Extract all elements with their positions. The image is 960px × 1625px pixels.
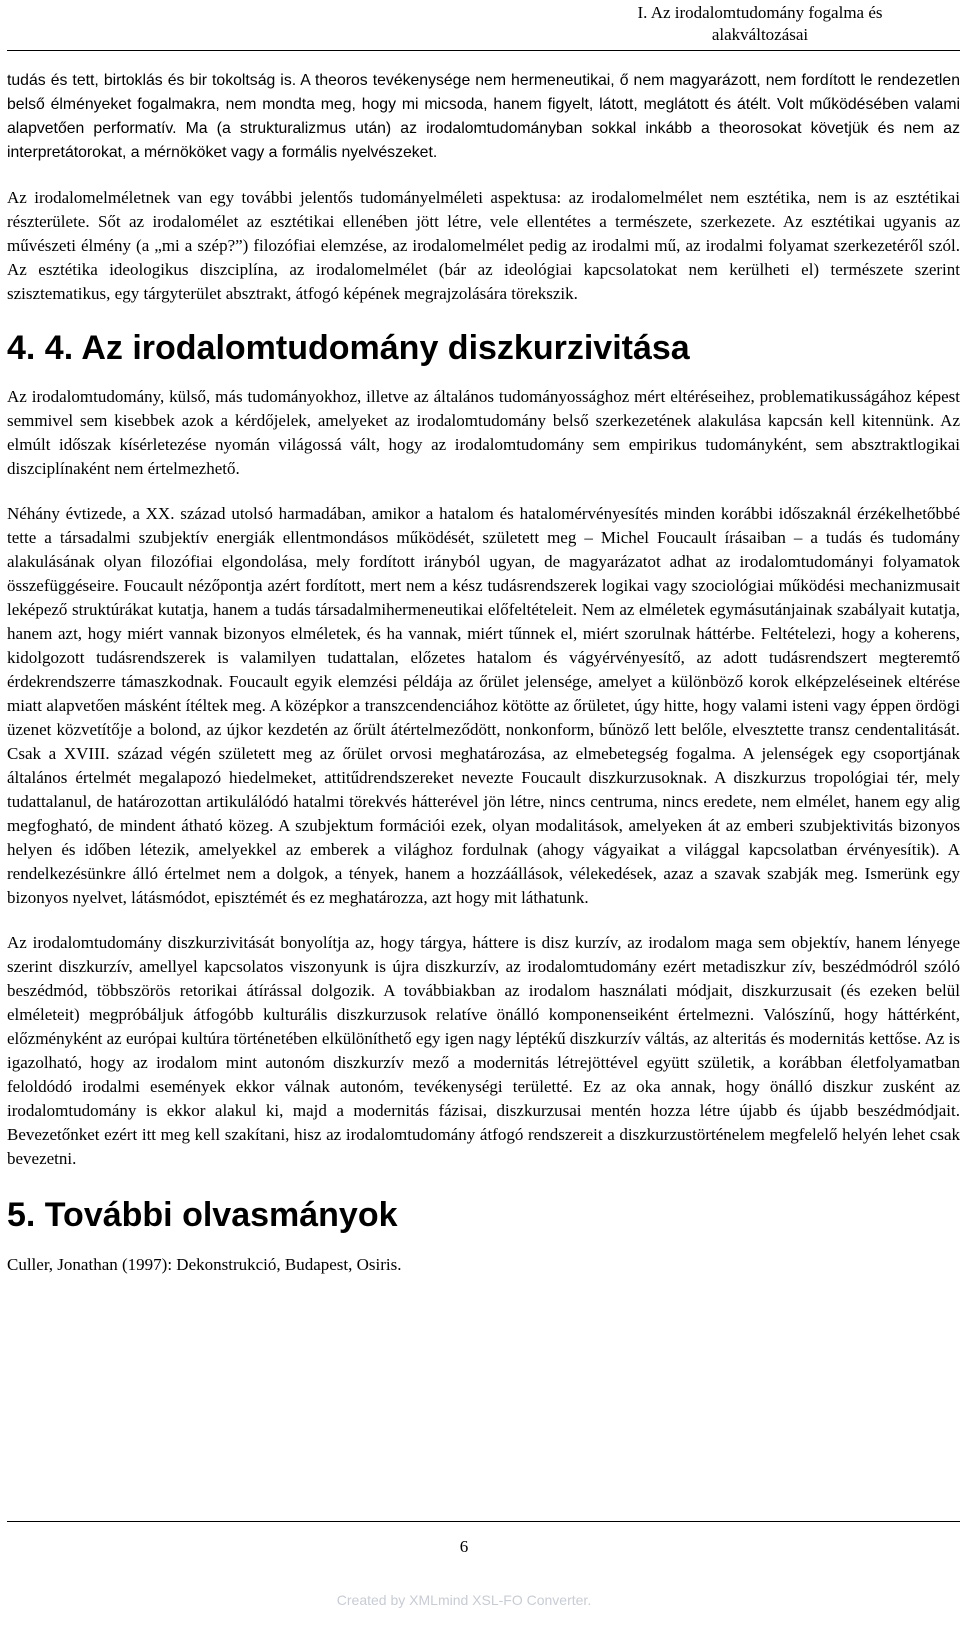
paragraph-metadiscourse: Az irodalomtudomány diszkurzivitását bonyolítja az, hogy tárgya, háttere is disz kurzív, az irodalom maga sem objektív, hanem lényege szerint diszkurzív, amellyel kapcsolatos viszonyunk is újra diszkurzív, az irodalomtudomány ezért metadiszkur zív, beszédmódról szóló beszédmód, többszörös retorikai átírással dolgozik. A továbbiakban az irodalom használati módjait, diszkurzusait (és ezeken belül elméleteit) megpróbáljuk átfogóbb kulturális diszkurzusok relatíve önálló komponenseiként értelmezni. Valószínű, hogy háttérként, előzményként az európai kultúra történetében elkülöníthető egy igen nagy léptékű diszkurzív váltás, az alteritás és modernitás kettőse. Az is igazolható, hogy az irodalom mint autonóm diszkurzív mező a modernitás létrejöttével együtt születik, a korábban életfolyamatban feloldódó irodalmi események ekkor válnak autonóm, tevékenységi területté. Ez az oka annak, hogy önálló diszkur zusként az irodalomtudomány is ekkor alakul ki, majd a modernitás fázisai, diszkurzusai mentén hozza létre újabb és újabb beszédmódjait. Bevezetőnket ezért itt meg kell szakítani, hisz az irodalomtudomány átfogó rendszereit a diszkurzustörténelem megfelelő helyén lehet csak bevezetni. xyxy=(7,933,960,1168)
paragraph-aesthetics: Az irodalomelméletnek van egy további jelentős tudományelméleti aspektusa: az irodalomelmélet nem esztétika, nem is az esztétikai részterülete. Sőt az irodalomélet az esztétikai ellenében jött létre, vele ellentétes a természete, szerkezete. Az esztétikai ugyanis az művészeti élmény (a „mi a szép?”) filozófiai elemzése, az irodalomelmélet pedig az irodalmi mű, az irodalmi folyamat szerkezetéről szól. Az esztétika ideologikus diszciplína, az irodalomelmélet (bár az ideológiai kapcsolatokat nem kerülheti el) természete szerint szisztematikus, egy tárgyterület absztrakt, átfogó képének megrajzolására törekszik. xyxy=(7,188,960,303)
header-divider xyxy=(7,50,960,51)
generator-note: Created by XMLmind XSL-FO Converter. xyxy=(336,1592,592,1608)
section-heading-4-4: 4. 4. Az irodalomtudomány diszkurzivitása xyxy=(7,329,690,367)
page-content xyxy=(7,69,960,1277)
chapter-title-line2: alakváltozásai xyxy=(711,25,809,44)
running-header xyxy=(560,2,960,46)
page-number: 6 xyxy=(459,1537,469,1556)
paragraph-discursivity-intro: Az irodalomtudomány, külső, más tudományokhoz, illetve az általános tudományossághoz mért eltéréseihez, problematikusságához képest semmivel sem kisebbek azok a kérdőjelek, amelyeket az irodalomtudomány belső szerkezetének alakulása kapcsán kell kitennünk. Az elmúlt időszak kísérletezése nyomán világossá vált, hogy az irodalomtudomány sem empirikus tudományként, sem absztraktlogikai diszciplínaként nem értelmezhető. xyxy=(7,387,960,478)
paragraph-theoros: tudás és tett, birtoklás és bir tokoltság is. A theoros tevékenysége nem hermeneutikai, ő nem magyarázott, nem fordított le rendezetlen belső élményeket fogalmakra, nem mondta meg, hogy mi micsoda, hanem figyelt, látott, meglátott és átélt. Volt működésében valami alapvetően performatív. Ma (a strukturalizmus után) az irodalomtudományban sokkal inkább a theorosokat követjük és nem az interpretátorokat, a mérnököket vagy a formális nyelvészeket. xyxy=(7,72,960,161)
reference-entry: Culler, Jonathan (1997): Dekonstrukció, Budapest, Osiris. xyxy=(7,1255,402,1274)
paragraph-foucault: Néhány évtizede, a XX. század utolsó harmadában, amikor a hatalom és hatalomérvényesítés minden korábbi időszaknál érzékelhetőbbé tette a társadalmi szubjektív energiák ellentmondásos működését, született meg – Michel Foucault írásaiban – a tudás és tudomány alakulásának olyan filozófiai elgondolása, mely fordított irányból ugyan, de magyarázatot adhat az irodalomtudományi folyamatok összefüggéseire. Foucault nézőpontja azért fordított, mert nem a kész tudásrendszerek logikai vagy szociológiai működési mechanizmusait leképező struktúrákat kutatja, hanem a tudás társadalmihermeneutikai előfeltételeit. Nem az elméletek egymásutánjainak szabályait kutatja, hanem azt, hogy miért vannak bizonyos elméletek, és ha vannak, miért tűnnek el, miért szorulnak háttérbe. Feltételezi, hogy a koherens, kidolgozott tudásrendszerek is valamilyen tudattalan, előzetes hatalom és vágyérvényesítő, az adott tudásrendszert megteremtő érdekrendszerre támaszkodnak. Foucault egyik elemzési példája az őrület jelensége, amelyet a különböző korok elképzeléseinek eltérése miatt alapvetően másként ítéltek meg. A középkor a transzcendenciához kötötte az őrületet, úgy hitte, hogy valami isteni vagy éppen ördögi üzenet közvetítője a bolond, az újkor kezdetén az őrült átértelmeződött, nonkonform, bűnöző lett belőle, elvesztette transz cendentalitását. Csak a XVIII. század végén született meg az őrület orvosi meghatározása, az elmebetegség fogalma. A jelenségek egy csoportjának általános értelmét megalapozó hiedelmeket, attitűdrendszereket nevezte Foucault diszkurzusoknak. A diszkurzus tropológiai tér, mely tudattalanul, de határozottan artikulálódó hatalmi törekvés hátterével jön létre, nincs centruma, nincs eredete, nem elmélet, hanem egy alig megfogható, de mindent átható közeg. A szubjektum formációi ezek, olyan modalitások, amelyeken át az emberi szubjektivitás bizonyos helyen és időben létezik, amelyekkel az emberek a világhoz fordulnak (ahogy vágyaikat a világgal kapcsolatban érvényesítik). A rendelkezésünkre álló értelmet nem a dolgok, a tények, hanem a hozzáállások, vélekedések, azaz a szavak szabják meg. Ismerünk egy bizonyos nyelvet, látásmódot, episztémét és ez meghatározza, azt hogy mit láthatunk. xyxy=(7,504,960,907)
chapter-title-line1: I. Az irodalomtudomány fogalma és xyxy=(637,3,883,22)
footer-divider xyxy=(7,1521,960,1522)
section-heading-5: 5. További olvasmányok xyxy=(7,1196,398,1234)
